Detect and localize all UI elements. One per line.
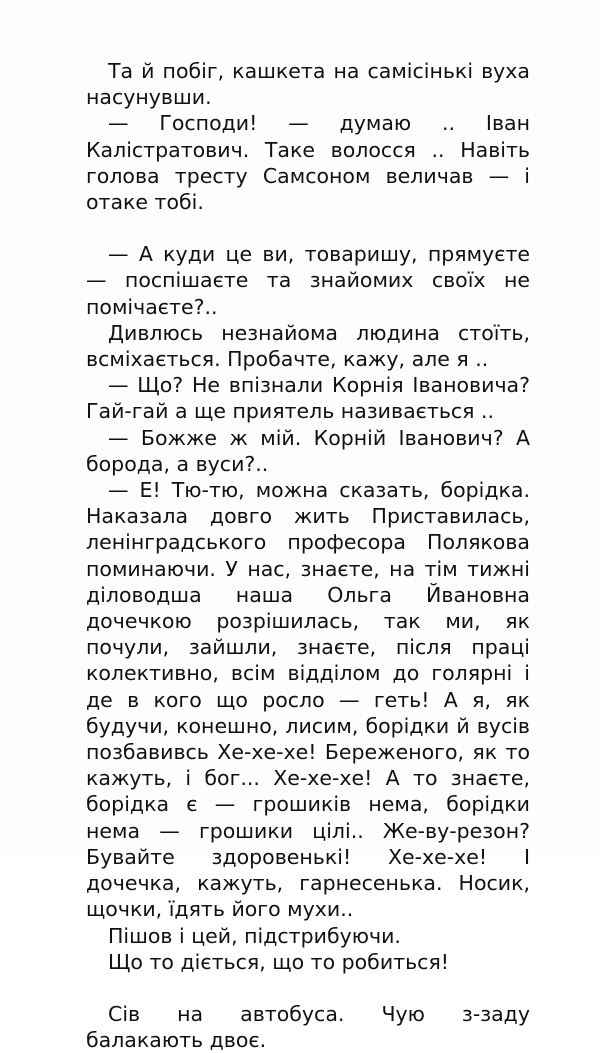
paragraph-9: Що то діється, що то робиться! bbox=[108, 949, 449, 974]
paragraph-1: Та й побіг, кашкета на самісінькі вуха насунувши. bbox=[86, 59, 530, 110]
paragraph-4: Дивлюсь незнайома людина стоїть, всміхається. Пробачте, кажу, але я .. bbox=[86, 320, 530, 372]
section-gap-1 bbox=[86, 215, 530, 241]
paragraph-10: Сів на автобуса. Чую з-заду балакають двоє. bbox=[86, 1001, 530, 1053]
paragraph-6: — Божже ж мій. Корній Іванович? А борода, а вуси?.. bbox=[86, 425, 530, 476]
section-gap-2 bbox=[86, 975, 530, 1001]
paragraph-8: Пішов і цей, підстрибуючи. bbox=[108, 923, 401, 948]
paragraph-7: — Е! Тю-тю, можна сказать, борідка. Наказала довго жить Приставилась, ленінградського професора Полякова поминаючи. У нас, знаєте, на тім тижні діловодша наша Ольга Йвановна дочечкою розрішилась, так ми, як почули, зайшли, знаєте, після праці колективно, всім відділом до голярні і де в кого що росло — геть! А я, як будучи, конешно, лисим, борідки й вусів позбавивсь Хе-хе-хе! Береженого, як то кажуть, і бог... Хе-хе-хе! А то знаєте, борідка є — грошиків нема, борідки нема — грошики цілі.. Же-ву-резон? Бувайте здоровенькі! Хе-хе-хе! І дочечка, кажуть, гарнесенька. Носик, щочки, їдять його мухи.. bbox=[86, 478, 530, 922]
paragraph-5: — Що? Не впізнали Корнія Івановича? Гай-гай а ще приятель називається .. bbox=[86, 373, 530, 424]
paragraph-2: — Господи! — думаю .. Іван Калістратович. Таке волосся .. Навіть голова тресту Самсоном величав — і отаке тобі. bbox=[86, 111, 530, 215]
paragraph-3: — А куди це ви, товаришу, прямуєте — поспішаєте та знайомих своїх не помічаєте?.. bbox=[86, 242, 530, 319]
page-text bbox=[86, 58, 530, 1053]
